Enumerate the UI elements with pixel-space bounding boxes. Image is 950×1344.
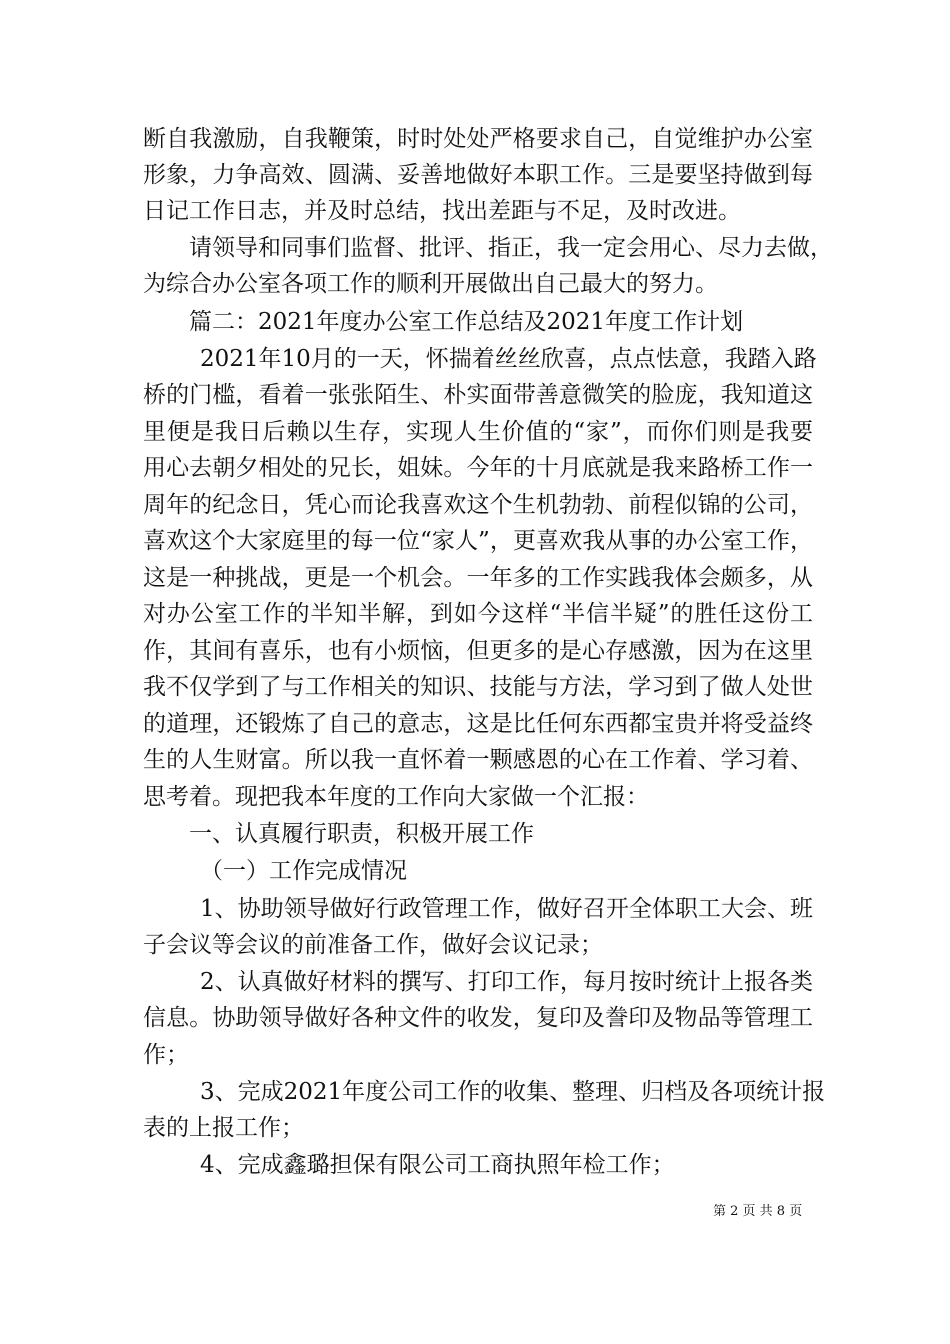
text-line: 断自我激励，自我鞭策，时时处处严格要求自己，自觉维护办公室 bbox=[143, 126, 813, 152]
text-line: 日记工作日志，并及时总结，找出差距与不足，及时改进。 bbox=[143, 198, 741, 224]
text-line: 桥的门槛，看着一张张陌生、朴实面带善意微笑的脸庞，我知道这 bbox=[143, 382, 813, 408]
section-heading: 篇二：2021年度办公室工作总结及2021年度工作计划 bbox=[189, 309, 744, 335]
text-line: 作，其间有喜乐，也有小烦恼，但更多的是心存感激，因为在这里 bbox=[143, 638, 813, 664]
text-line: 表的上报工作； bbox=[143, 1115, 304, 1141]
text-line: 子会议等会议的前准备工作，做好会议记录； bbox=[143, 932, 603, 958]
text-line: 生的人生财富。所以我一直怀着一颗感恩的心在工作着、学习着、 bbox=[143, 747, 813, 773]
text-line: 形象，力争高效、圆满、妥善地做好本职工作。三是要坚持做到每 bbox=[143, 162, 813, 188]
text-line: 这是一种挑战，更是一个机会。一年多的工作实践我体会颇多，从 bbox=[143, 565, 813, 591]
text-line: 思考着。现把我本年度的工作向大家做一个汇报： bbox=[143, 784, 649, 810]
subsection-heading: （一）工作完成情况 bbox=[200, 858, 407, 884]
list-item: 3、完成2021年度公司工作的收集、整理、归档及各项统计报 bbox=[200, 1079, 826, 1105]
list-item: 2、认真做好材料的撰写、打印工作，每月按时统计上报各类 bbox=[200, 969, 813, 995]
text-line: 为综合办公室各项工作的顺利开展做出自己最大的努力。 bbox=[143, 271, 718, 297]
text-line: 的道理，还锻炼了自己的意志，这是比任何东西都宝贵并将受益终 bbox=[143, 711, 813, 737]
text-line: 2021年10月的一天，怀揣着丝丝欣喜，点点怯意，我踏入路 bbox=[200, 346, 817, 372]
page-number: 第 2 页 共 8 页 bbox=[713, 1204, 803, 1219]
text-line: 信息。协助领导做好各种文件的收发，复印及誊印及物品等管理工 bbox=[143, 1005, 813, 1031]
list-item: 1、协助领导做好行政管理工作，做好召开全体职工大会、班 bbox=[200, 896, 813, 922]
text-line: 请领导和同事们监督、批评、指正，我一定会用心、尽力去做， bbox=[189, 235, 833, 261]
text-line: 对办公室工作的半知半解，到如今这样“半信半疑”的胜任这份工 bbox=[143, 601, 813, 627]
section-heading: 一、认真履行职责，积极开展工作 bbox=[189, 821, 534, 847]
list-item: 4、完成鑫璐担保有限公司工商执照年检工作； bbox=[200, 1152, 675, 1178]
text-line: 作； bbox=[143, 1042, 189, 1068]
text-line: 喜欢这个大家庭里的每一位“家人”，更喜欢我从事的办公室工作， bbox=[143, 528, 813, 554]
text-line: 周年的纪念日，凭心而论我喜欢这个生机勃勃、前程似锦的公司， bbox=[143, 492, 813, 518]
text-line: 我不仅学到了与工作相关的知识、技能与方法，学习到了做人处世 bbox=[143, 674, 813, 700]
text-line: 里便是我日后赖以生存，实现人生价值的“家”，而你们则是我要 bbox=[143, 419, 813, 445]
text-line: 用心去朝夕相处的兄长，姐妹。今年的十月底就是我来路桥工作一 bbox=[143, 455, 813, 481]
